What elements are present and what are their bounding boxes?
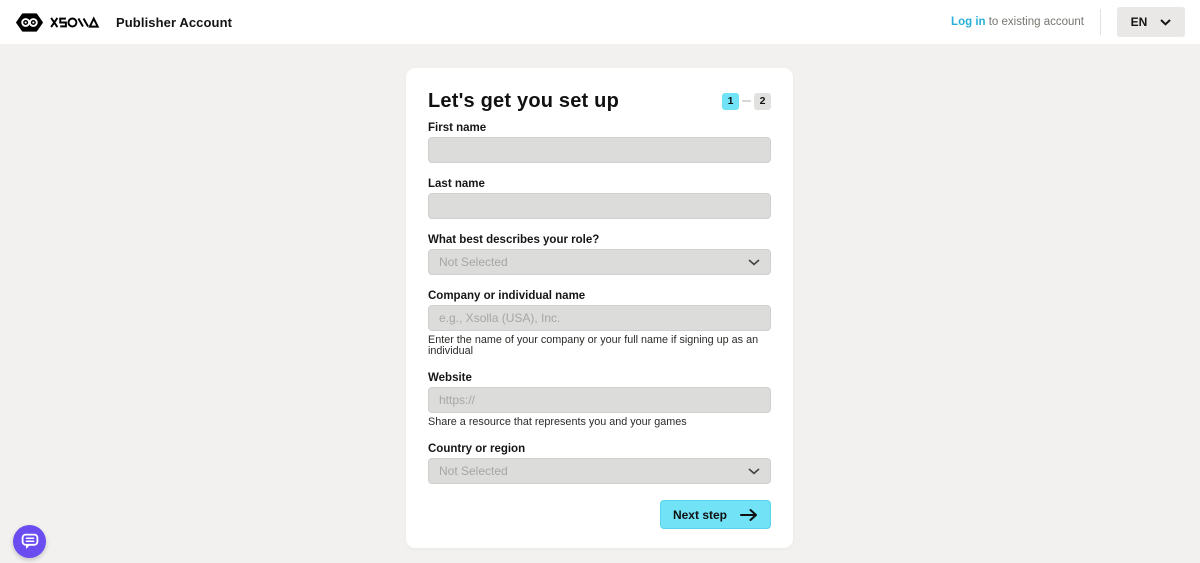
website-input[interactable]	[428, 387, 771, 413]
country-label: Country or region	[428, 443, 526, 455]
xsolla-wordmark-icon	[50, 16, 100, 29]
next-step-label: Next step	[672, 507, 727, 522]
chat-bubble-icon	[21, 533, 39, 550]
country-group	[428, 443, 771, 484]
website-helper-text: Share a resource that represents you and your games	[428, 416, 687, 428]
first-name-group	[428, 122, 771, 163]
product-title: Publisher Account	[116, 14, 233, 30]
language-label: EN	[1130, 15, 1148, 29]
role-select-value: Not Selected	[439, 255, 508, 269]
chevron-down-icon	[1160, 19, 1171, 26]
company-helper-text: Enter the name of your company or your full name if signing up as an individual	[428, 334, 759, 357]
topbar	[0, 0, 1200, 44]
last-name-input[interactable]	[428, 193, 771, 219]
last-name-group	[428, 178, 771, 219]
chevron-down-icon	[748, 468, 760, 475]
role-group	[428, 234, 771, 275]
page-title: Let's get you set up	[428, 90, 620, 112]
step-2-badge: 2	[754, 93, 771, 110]
chevron-down-icon	[748, 259, 760, 266]
card-footer	[428, 500, 771, 529]
card-header	[428, 90, 771, 112]
next-step-button[interactable]	[660, 500, 771, 529]
topbar-divider	[1100, 9, 1101, 35]
brand	[16, 11, 232, 34]
role-select[interactable]	[428, 249, 771, 275]
company-group	[428, 290, 771, 357]
company-input[interactable]	[428, 305, 771, 331]
country-select-value: Not Selected	[439, 464, 508, 478]
step-1-badge: 1	[722, 93, 739, 110]
role-label: What best describes your role?	[428, 234, 600, 246]
first-name-input[interactable]	[428, 137, 771, 163]
arrow-right-icon	[740, 509, 758, 521]
first-name-label: First name	[428, 122, 487, 134]
company-label: Company or individual name	[428, 290, 586, 302]
last-name-label: Last name	[428, 178, 485, 190]
login-line	[951, 16, 1084, 28]
chat-widget-button[interactable]	[13, 525, 46, 558]
language-selector[interactable]	[1117, 7, 1185, 37]
website-label: Website	[428, 372, 472, 384]
country-select[interactable]	[428, 458, 771, 484]
xsolla-badge-icon	[16, 11, 43, 34]
step-indicator	[722, 93, 771, 110]
login-link[interactable]: Log in	[951, 16, 986, 28]
topbar-right	[951, 7, 1185, 37]
step-connector	[742, 100, 751, 102]
login-suffix: to existing account	[985, 16, 1084, 28]
signup-card	[406, 68, 793, 548]
website-group	[428, 372, 771, 428]
